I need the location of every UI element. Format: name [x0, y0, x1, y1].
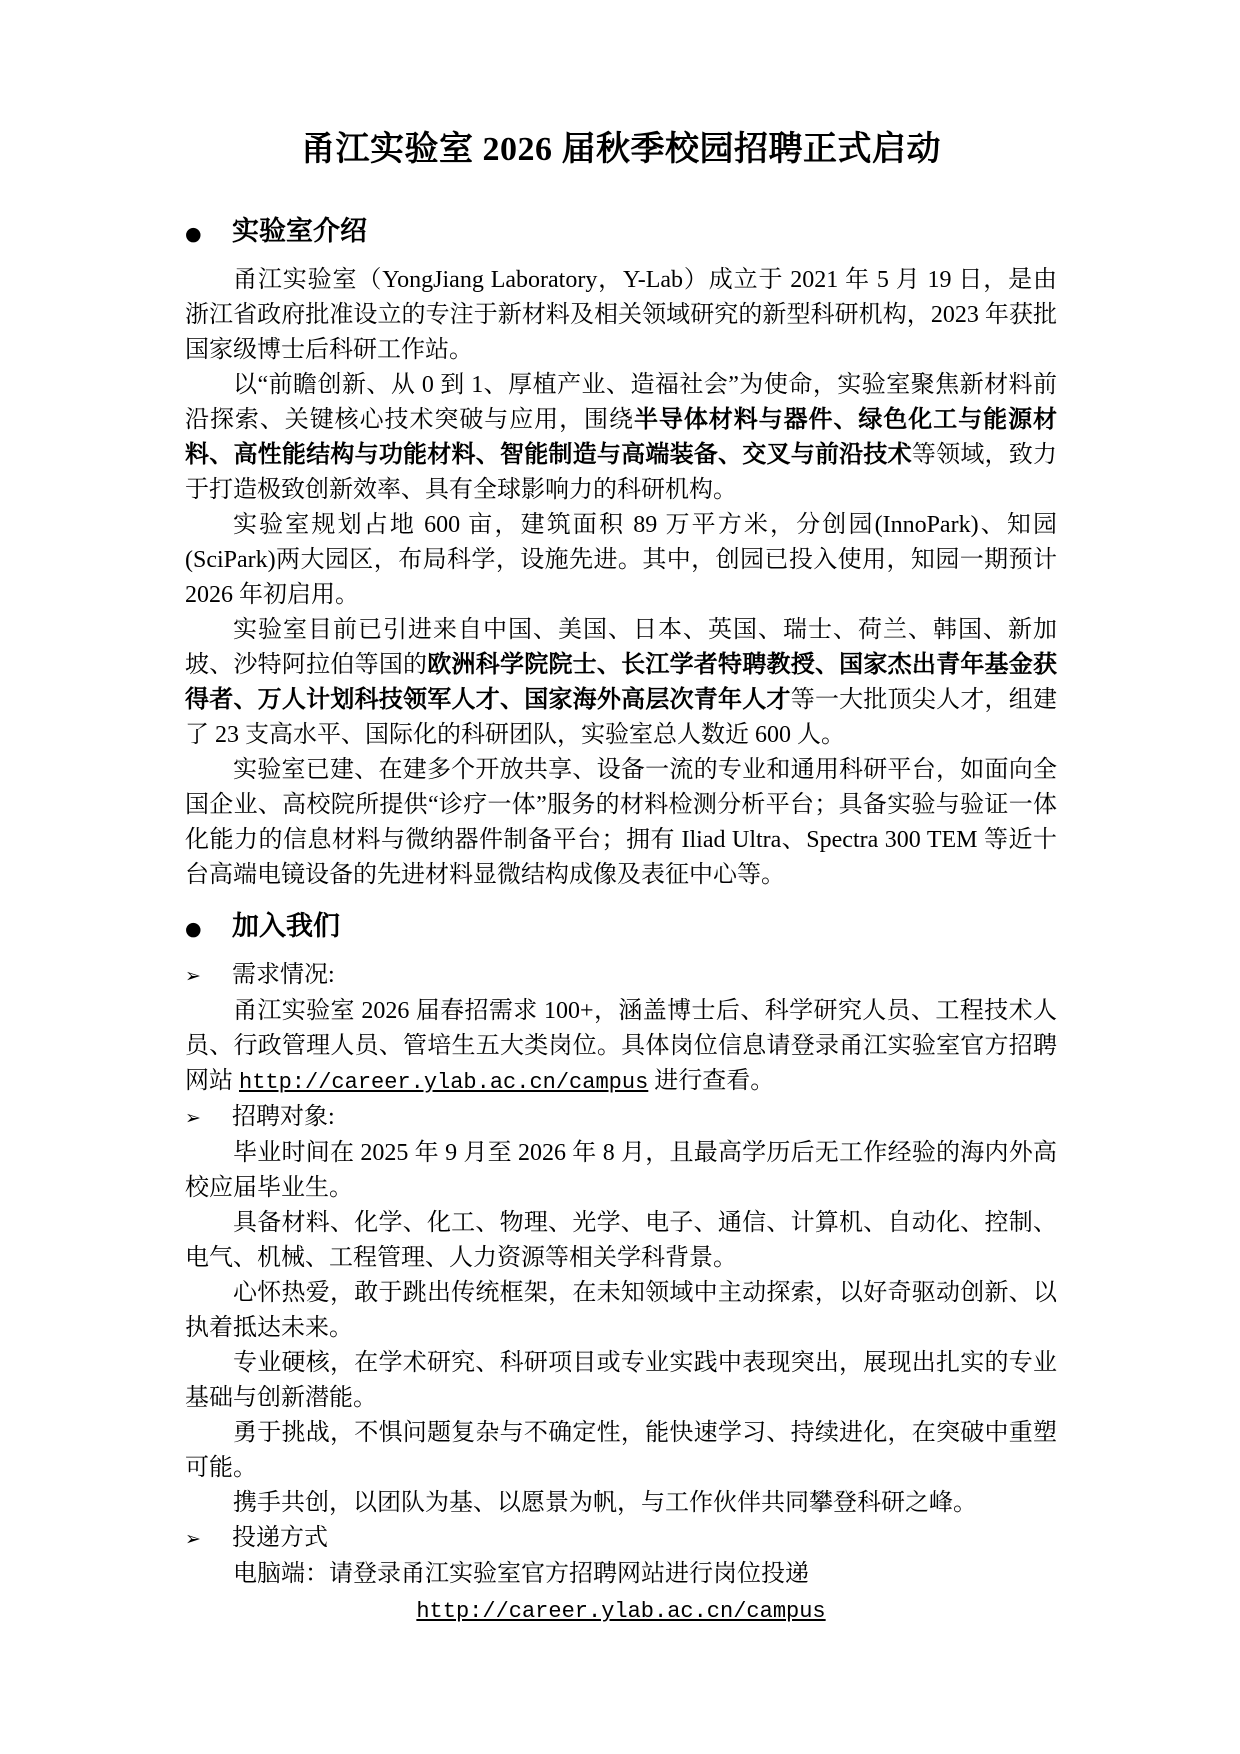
- text-run: 甬江实验室 2026 届春招需求 100+，涵盖博士后、科学研究人员、工程技术人员、行政管理人员、管培生五大类岗位。具体岗位信息请登录甬江实验室官方招聘网站: [185, 998, 1057, 1095]
- document-title: 甬江实验室 2026 届秋季校园招聘正式启动: [301, 131, 941, 168]
- intro-paragraph-campus: 实验室规划占地 600 亩，建筑面积 89 万平方米，分创园(InnoPark)、知园(SciPark)两大园区，布局科学，设施先进。其中，创园已投入使用，知园一期预计 2026 年初启用。: [185, 512, 1057, 609]
- bold-run-talent-titles: 欧洲科学院院士、长江学者特聘教授、国家杰出青年基金获得者、万人计划科技领军人才、国家海外高层次青年人才: [185, 652, 1058, 714]
- text-run: 进行查看。: [648, 1068, 775, 1095]
- section-join-heading-row: [185, 909, 1057, 946]
- demand-paragraph: [185, 994, 1057, 1100]
- disc-bullet-icon: ●: [185, 918, 202, 941]
- document-content: [185, 128, 1057, 1630]
- demand-item-row: [185, 958, 1057, 994]
- text-run: 以“前瞻创新、从 0 到 1、厚植产业、造福社会”为使命，实验室聚焦新材料前沿探索、关键核心技术突破与应用，围绕: [185, 372, 1057, 434]
- apply-url-line: [185, 1592, 1057, 1630]
- text-run: 等一大批顶尖人才，组建了 23 支高水平、国际化的科研团队，实验室总人数近 600 人。: [185, 687, 1058, 749]
- target-item-label: 招聘对象:: [232, 1104, 335, 1131]
- target-paragraph-teamwork: 携手共创，以团队为基、以愿景为帆，与工作伙伴共同攀登科研之峰。: [233, 1490, 977, 1517]
- target-item-row: [185, 1100, 1057, 1136]
- text-run: 等领域，致力于打造极致创新效率、具有全球影响力的科研机构。: [185, 442, 1058, 504]
- section-join-heading: 加入我们: [232, 911, 340, 942]
- apply-item-row: [185, 1521, 1057, 1557]
- arrow-bullet-icon: ➢: [185, 1107, 201, 1130]
- bold-run-research-areas: 半导体材料与器件、绿色化工与能源材料、高性能结构与功能材料、智能制造与高端装备、交叉与前沿技术: [185, 407, 1058, 469]
- arrow-bullet-icon: ➢: [185, 965, 201, 988]
- section-intro-heading: 实验室介绍: [232, 216, 367, 247]
- target-paragraph-majors: 具备材料、化学、化工、物理、光学、电子、通信、计算机、自动化、控制、电气、机械、工程管理、人力资源等相关学科背景。: [185, 1210, 1057, 1272]
- target-paragraph-professional: 专业硬核，在学术研究、科研项目或专业实践中表现突出，展现出扎实的专业基础与创新潜能。: [185, 1350, 1057, 1412]
- apply-paragraph-pc: 电脑端：请登录甬江实验室官方招聘网站进行岗位投递: [233, 1561, 809, 1588]
- arrow-bullet-icon: ➢: [185, 1528, 201, 1551]
- target-paragraph-graduation: 毕业时间在 2025 年 9 月至 2026 年 8 月，且最高学历后无工作经验的海内外高校应届毕业生。: [185, 1140, 1057, 1202]
- campus-apply-link[interactable]: http://career.ylab.ac.cn/campus: [416, 1599, 826, 1625]
- text-run: 实验室目前已引进来自中国、美国、日本、英国、瑞士、荷兰、韩国、新加坡、沙特阿拉伯等国的: [185, 617, 1057, 679]
- disc-bullet-icon: ●: [185, 223, 202, 246]
- apply-item-label: 投递方式: [232, 1525, 328, 1552]
- section-intro-heading-row: [185, 214, 1057, 251]
- intro-paragraph-platforms: 实验室已建、在建多个开放共享、设备一流的专业和通用科研平台，如面向全国企业、高校院所提供“诊疗一体”服务的材料检测分析平台；具备实验与验证一体化能力的信息材料与微纳器件制备平台；拥有 Iliad Ultra、Spectra 300 TEM 等近十台高端电镜设备的先进材料显微结构成像及表征中心等。: [185, 757, 1057, 889]
- intro-paragraph-founding: 甬江实验室（YongJiang Laboratory，Y-Lab）成立于 2021 年 5 月 19 日，是由浙江省政府批准设立的专注于新材料及相关领域研究的新型科研机构，2023 年获批国家级博士后科研工作站。: [185, 267, 1057, 364]
- demand-item-label: 需求情况:: [232, 962, 335, 989]
- target-paragraph-passion: 心怀热爱，敢于跳出传统框架，在未知领域中主动探索，以好奇驱动创新、以执着抵达未来。: [185, 1280, 1057, 1342]
- intro-paragraph-talents: [185, 613, 1057, 753]
- intro-paragraph-mission: [185, 368, 1057, 508]
- campus-recruit-link[interactable]: http://career.ylab.ac.cn/campus: [239, 1070, 649, 1096]
- target-paragraph-challenge: 勇于挑战，不惧问题复杂与不确定性，能快速学习、持续进化，在突破中重塑可能。: [185, 1420, 1057, 1482]
